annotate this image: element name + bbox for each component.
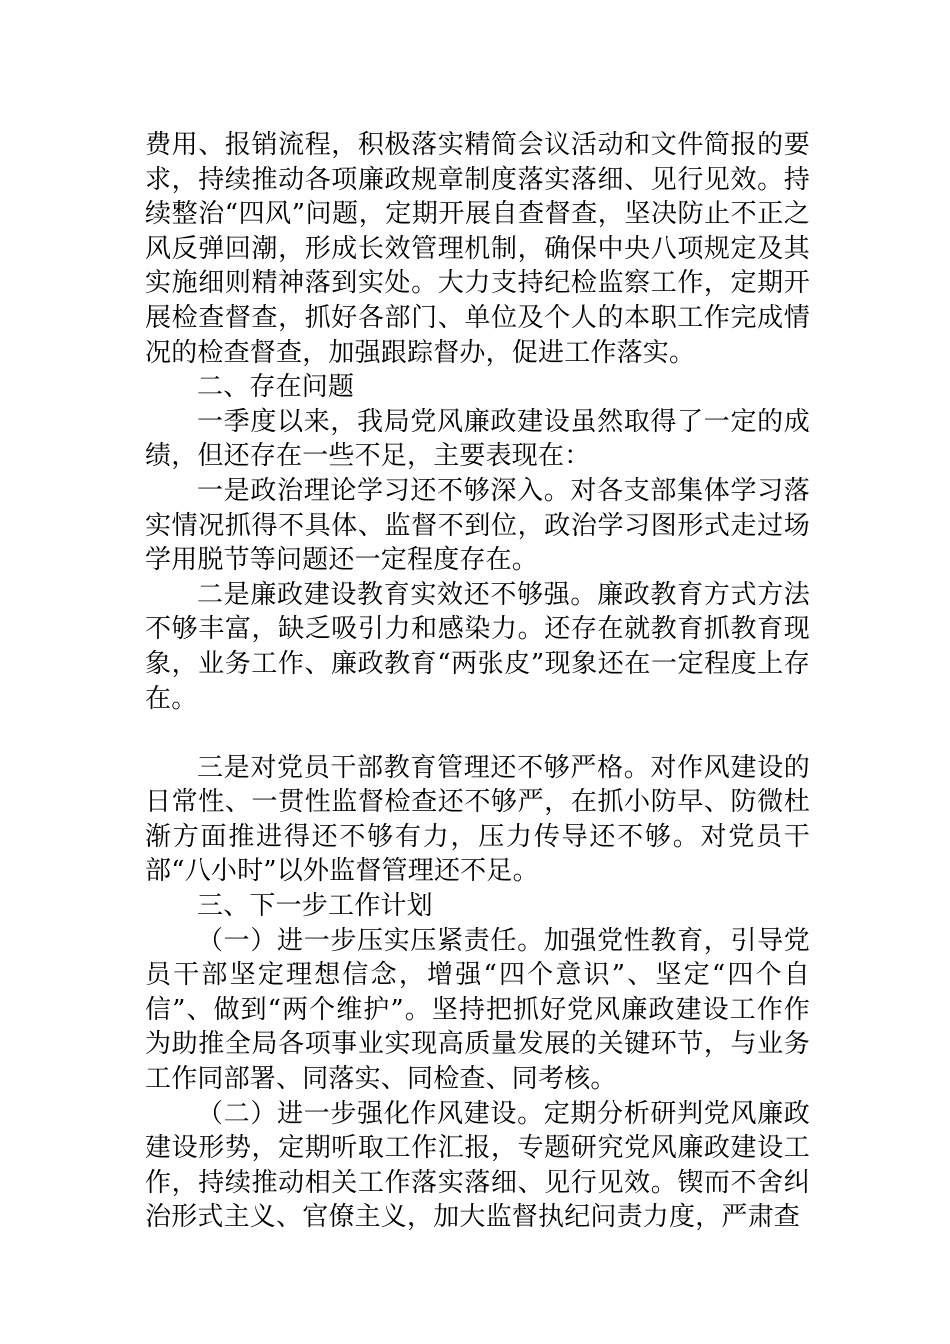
paragraph-continuation: 费用、报销流程，积极落实精简会议活动和文件简报的要求，持续推动各项廉政规章制度落实落细、见行见效。持续整治“四风”问题，定期开展自查督查，坚决防止不正之风反弹回潮，形成长效管理机制，确保中央八项规定及其实施细则精神落到实处。大力支持纪检监察工作，定期开展检查督查，抓好各部门、单位及个人的本职工作完成情况的检查督查，加强跟踪督办，促进工作落实。 bbox=[145, 130, 810, 368]
paragraph-plan-two: （二）进一步强化作风建设。定期分析研判党风廉政建设形势，定期听取工作汇报，专题研究党风廉政建设工作，持续推动相关工作落实落细、见行见效。锲而不舍纠治形式主义、官僚主义，加大监督执纪问责力度，严肃查 bbox=[145, 1098, 810, 1233]
paragraph-problem-three: 三是对党员干部教育管理还不够严格。对作风建设的日常性、一贯性监督检查还不够严，在抓小防早、防微杜渐方面推进得还不够有力，压力传导还不够。对党员干部“八小时”以外监督管理还不足。 bbox=[145, 752, 810, 887]
section-heading-problems: 二、存在问题 bbox=[197, 372, 355, 403]
paragraph-problem-two: 二是廉政建设教育实效还不够强。廉政教育方式方法不够丰富，缺乏吸引力和感染力。还存在就教育抓教育现象，业务工作、廉政教育“两张皮”现象还在一定程度上存在。 bbox=[145, 579, 810, 714]
paragraph-problem-one: 一是政治理论学习还不够深入。对各支部集体学习落实情况抓得不具体、监督不到位，政治学习图形式走过场学用脱节等问题还一定程度存在。 bbox=[145, 475, 810, 576]
paragraph-plan-one: （一）进一步压实压紧责任。加强党性教育，引导党员干部坚定理想信念，增强“四个意识”、坚定“四个自信”、做到“两个维护”。坚持把抓好党风廉政建设工作作为助推全局各项事业实现高质量发展的关键环节，与业务工作同部署、同落实、同检查、同考核。 bbox=[145, 925, 810, 1095]
document-body bbox=[145, 128, 810, 1235]
paragraph-problems-intro: 一季度以来，我局党风廉政建设虽然取得了一定的成绩，但还存在一些不足，主要表现在： bbox=[145, 406, 810, 472]
blank-line bbox=[145, 716, 810, 751]
section-heading-next-plan: 三、下一步工作计划 bbox=[197, 891, 433, 922]
